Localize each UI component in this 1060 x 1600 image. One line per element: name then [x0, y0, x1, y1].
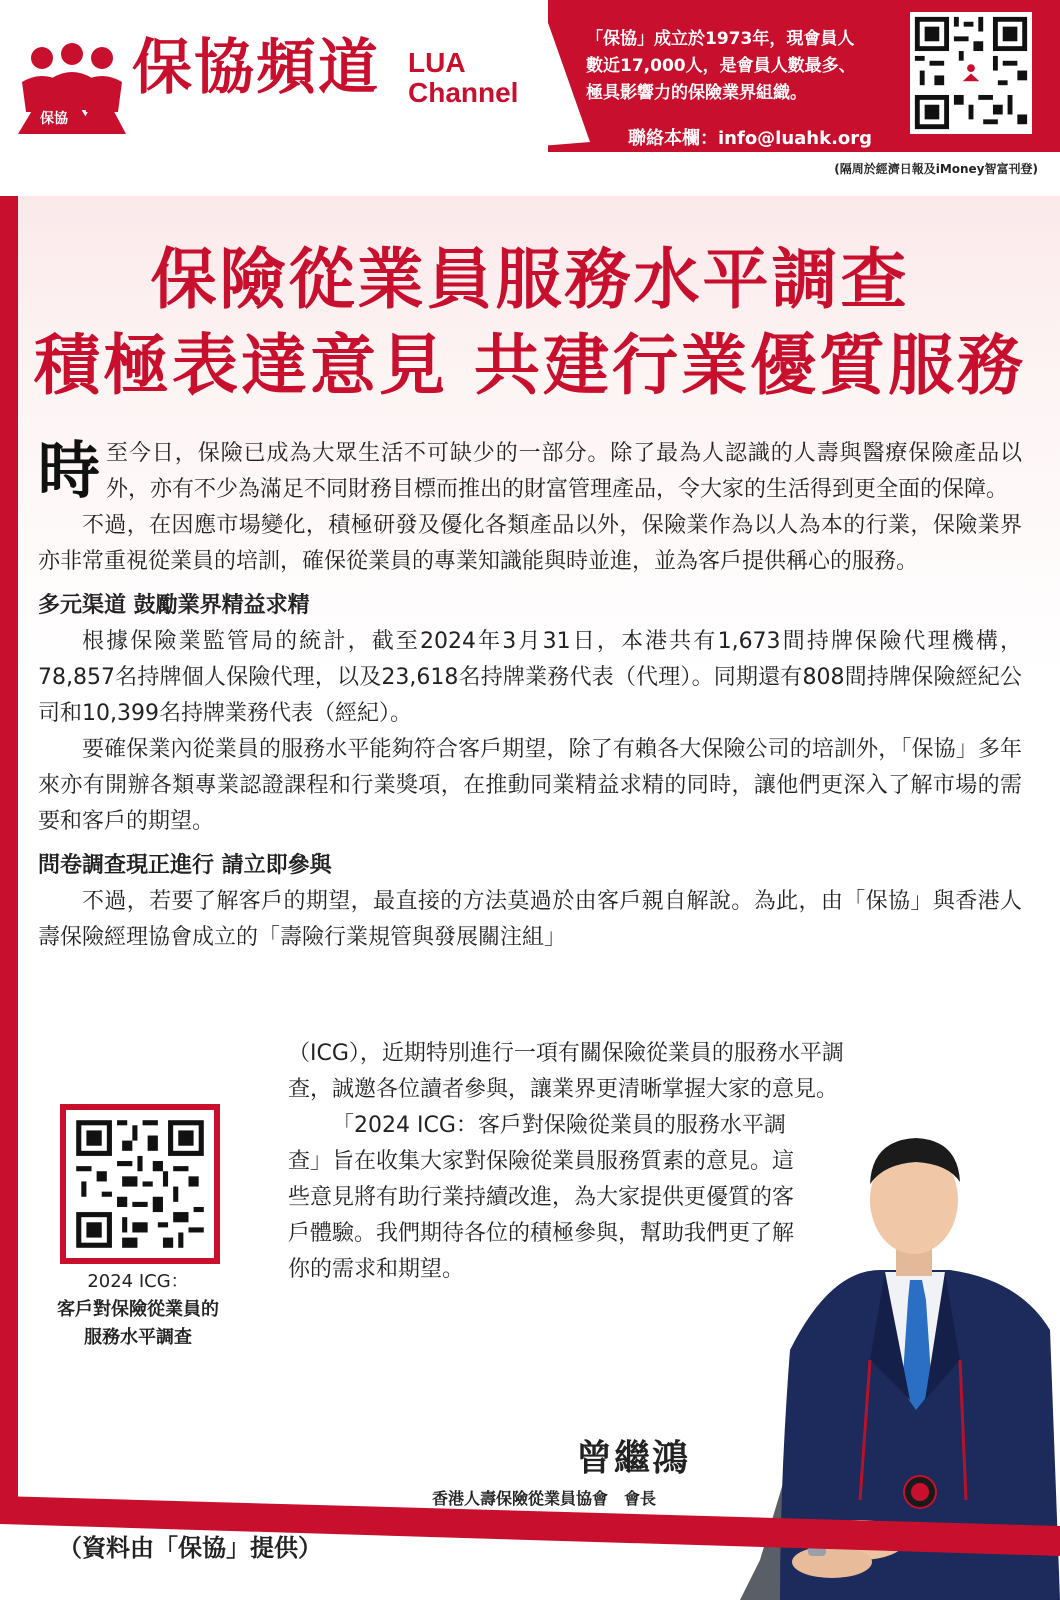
- headline-line1: 保險從業員服務水平調查: [150, 240, 910, 318]
- lua-logo-icon: [18, 42, 126, 134]
- logo-en-line1: LUA: [408, 47, 466, 78]
- qr-caption-line2: 客戶對保險從業員的: [57, 1299, 219, 1320]
- paragraph-5: 不過，若要了解客戶的期望，最直接的方法莫過於由客戶親自解說。為此，由「保協」與香港人壽保險經理協會成立的「壽險行業規管與發展關注組」: [38, 889, 1022, 950]
- author-name: 曾繼鴻: [576, 1437, 691, 1479]
- subheading-1: 多元渠道 鼓勵業界精益求精: [38, 593, 310, 618]
- paragraph-1-text: 至今日，保險已成為大眾生活不可缺少的一部分。除了最為人認識的人壽與醫療保險產品以外，亦有不少為滿足不同財務目標而推出的財富管理產品，令大家的生活得到更全面的保障。: [106, 441, 1022, 502]
- author-title: 香港人壽保險從業員協會 會長: [432, 1489, 657, 1508]
- contact-email[interactable]: 聯絡本欄：info@luahk.org: [628, 128, 873, 149]
- source-note: （資料由「保協」提供）: [58, 1534, 322, 1562]
- logo-mark-label: 保協: [40, 111, 68, 127]
- drop-cap: 時: [38, 434, 101, 507]
- info-line2: 數近17,000人，是會員人數最多、: [586, 56, 856, 76]
- info-line1: 「保協」成立於1973年，現會員人: [586, 29, 855, 49]
- paragraph-6: 「2024 ICG：客戶對保險從業員的服務水平調查」旨在收集大家對保險從業員服務質素的意見。這些意見將有助行業持續改進，為大家提供更優質的客戶體驗。我們期待各位的積極參與，幫助我們更了解你的需求和期望。: [288, 1113, 795, 1282]
- paragraph-4: 要確保業內從業員的服務水平能夠符合客戶期望，除了有賴各大保險公司的培訓外，「保協」多年來亦有開辦各類專業認證課程和行業獎項，在推動同業精益求精的同時，讓他們更深入了解市場的需要和客戶的期望。: [38, 737, 1022, 834]
- header-qr-code[interactable]: [910, 12, 1032, 134]
- subheading-2: 問卷調查現正進行 請立即參與: [38, 853, 332, 878]
- headline-line2: 積極表達意見 共建行業優質服務: [34, 326, 1026, 404]
- survey-qr-code[interactable]: [60, 1104, 220, 1264]
- qr-code-icon: [66, 1110, 214, 1258]
- channel-logo-title: 保協頻道: [132, 33, 380, 103]
- qr-code-icon: [910, 12, 1032, 134]
- association-info: [586, 26, 896, 107]
- article-body: [38, 436, 1022, 956]
- logo-en-line2: Channel: [408, 77, 519, 108]
- publish-note: (隔周於經濟日報及iMoney智富刊登): [834, 162, 1038, 176]
- channel-logo-english: [408, 48, 518, 108]
- paragraph-2: 不過，在因應市場變化，積極研發及優化各類產品以外，保險業作為以人為本的行業，保險業界亦非常重視從業員的培訓，確保從業員的專業知識能與時並進，並為客戶提供稱心的服務。: [38, 513, 1022, 574]
- qr-caption-line3: 服務水平調查: [84, 1327, 192, 1348]
- paragraph-1: [38, 436, 1022, 508]
- qr-caption: [28, 1268, 248, 1352]
- paragraph-3: 根據保險業監管局的統計，截至2024年3月31日，本港共有1,673間持牌保險代理機構，78,857名持牌個人保險代理，以及23,618名持牌業務代表（代理）。同期還有808間持牌保險經紀公司和10,399名持牌業務代表（經紀）。: [38, 629, 1022, 726]
- info-line3: 極具影響力的保險業界組織。: [586, 83, 807, 103]
- paragraph-5-continued: （ICG），近期特別進行一項有關保險從業員的服務水平調查，誠邀各位讀者參與，讓業界更清晰掌握大家的意見。: [288, 1041, 844, 1102]
- qr-caption-line1: 2024 ICG：: [87, 1271, 189, 1292]
